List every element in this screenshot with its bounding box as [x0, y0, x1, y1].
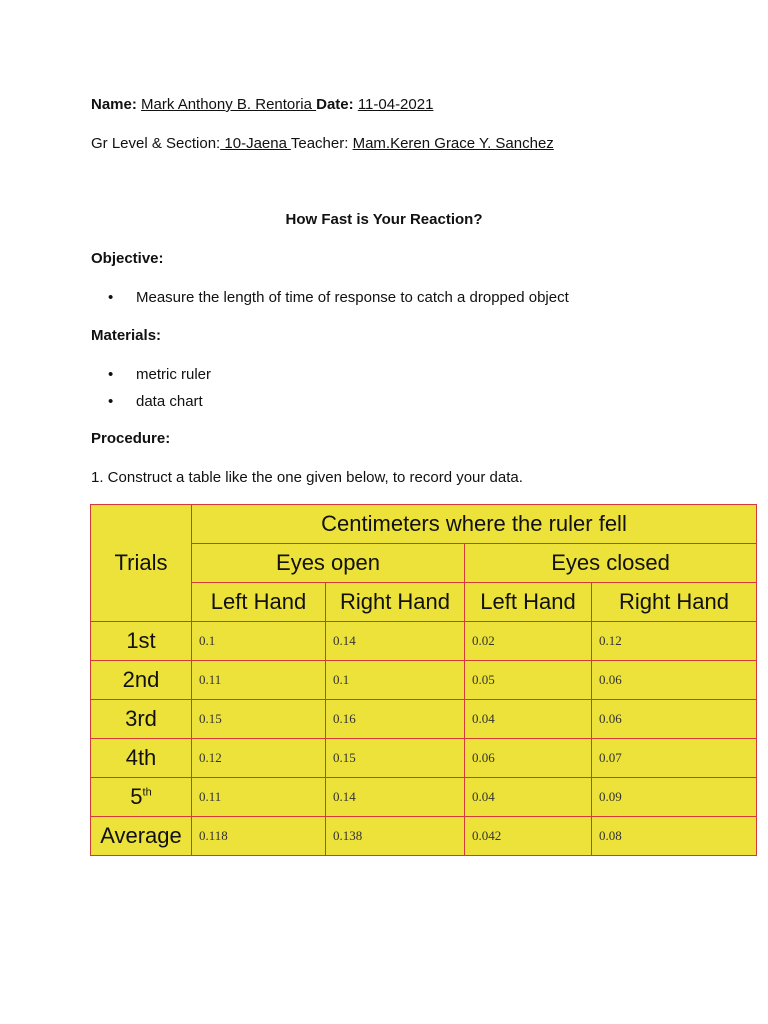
table-row	[91, 817, 757, 856]
table-cell: 0.09	[592, 778, 757, 817]
table-cell: 0.1	[326, 661, 465, 700]
table-cell: 0.14	[326, 622, 465, 661]
group-header: Centimeters where the ruler fell	[192, 505, 757, 544]
section-label: Gr Level & Section:	[91, 135, 221, 152]
table-row	[91, 661, 757, 700]
table-cell: 0.118	[192, 817, 326, 856]
table-cell: 0.138	[326, 817, 465, 856]
table-header-row	[91, 505, 757, 544]
open-left-hand-header: Left Hand	[192, 583, 326, 622]
table-cell: 0.06	[465, 739, 592, 778]
table-cell: 0.04	[465, 778, 592, 817]
materials-item-ruler: • metric ruler	[108, 361, 211, 388]
trial-label: 5th	[91, 778, 192, 817]
objective-heading: Objective:	[91, 250, 164, 267]
materials-item-chart: • data chart	[108, 388, 211, 415]
table-row	[91, 739, 757, 778]
procedure-step-1: 1. Construct a table like the one given below, to record your data.	[91, 469, 523, 486]
document-title: How Fast is Your Reaction?	[285, 211, 483, 228]
teacher-value: Mam.Keren Grace Y. Sanchez	[352, 135, 554, 152]
table-cell: 0.07	[592, 739, 757, 778]
closed-right-hand-header: Right Hand	[592, 583, 757, 622]
table-cell: 0.08	[592, 817, 757, 856]
materials-list	[108, 361, 211, 415]
table-row	[91, 700, 757, 739]
section-value: 10-Jaena	[220, 135, 291, 152]
table-cell: 0.16	[326, 700, 465, 739]
name-value: Mark Anthony B. Rentoria	[141, 96, 317, 113]
trial-label: 2nd	[91, 661, 192, 700]
eyes-closed-header: Eyes closed	[465, 544, 757, 583]
table-cell: 0.06	[592, 661, 757, 700]
materials-heading: Materials:	[91, 327, 162, 344]
eyes-open-header: Eyes open	[192, 544, 465, 583]
table-cell: 0.15	[192, 700, 326, 739]
table-cell: 0.12	[192, 739, 326, 778]
procedure-heading: Procedure:	[91, 430, 171, 447]
table-cell: 0.04	[465, 700, 592, 739]
table-cell: 0.11	[192, 661, 326, 700]
trials-header: Trials	[91, 505, 192, 622]
trial-label: Average	[91, 817, 192, 856]
table-cell: 0.042	[465, 817, 592, 856]
name-date-line	[91, 96, 433, 113]
table-cell: 0.14	[326, 778, 465, 817]
table-cell: 0.11	[192, 778, 326, 817]
closed-left-hand-header: Left Hand	[465, 583, 592, 622]
table-cell: 0.05	[465, 661, 592, 700]
date-label: Date:	[316, 96, 354, 113]
table-row	[91, 622, 757, 661]
table-cell: 0.12	[592, 622, 757, 661]
trial-label: 1st	[91, 622, 192, 661]
name-label: Name:	[91, 96, 137, 113]
table-cell: 0.06	[592, 700, 757, 739]
open-right-hand-header: Right Hand	[326, 583, 465, 622]
reaction-data-table	[90, 504, 757, 856]
date-value: 11-04-2021	[357, 96, 434, 113]
objective-item: • Measure the length of time of response to catch a dropped object	[108, 284, 569, 311]
trial-label: 3rd	[91, 700, 192, 739]
table-cell: 0.02	[465, 622, 592, 661]
table-row	[91, 778, 757, 817]
objective-list	[108, 284, 569, 311]
teacher-label: Teacher:	[290, 135, 349, 152]
table-cell: 0.15	[326, 739, 465, 778]
trial-label: 4th	[91, 739, 192, 778]
table-cell: 0.1	[192, 622, 326, 661]
section-teacher-line	[91, 135, 554, 152]
